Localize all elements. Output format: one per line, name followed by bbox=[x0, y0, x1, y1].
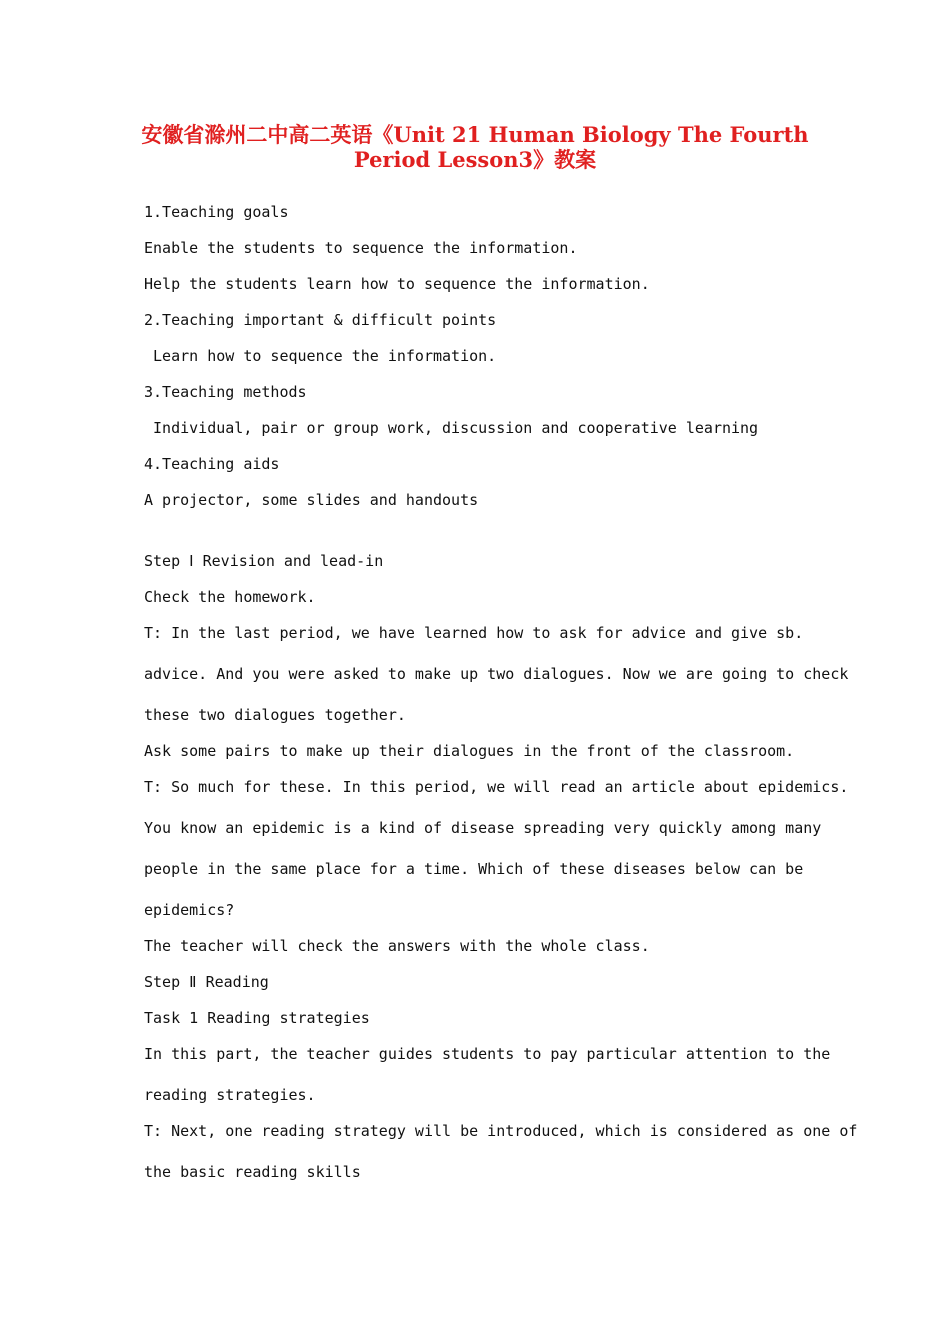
step-1-teacher-epidemics-line-3: people in the same place for a time. Which of these diseases below can be bbox=[144, 860, 804, 878]
important-points-line: Learn how to sequence the information. bbox=[144, 347, 497, 365]
goal-line-2: Help the students learn how to sequence the information. bbox=[144, 275, 650, 293]
title-line-2: Period Lesson3》教案 bbox=[353, 147, 597, 172]
document-title bbox=[110, 122, 840, 172]
heading-teaching-goals: 1.Teaching goals bbox=[144, 203, 289, 221]
task-1-teacher-line-2: the basic reading skills bbox=[144, 1163, 361, 1181]
step-1-heading: Step Ⅰ Revision and lead-in bbox=[144, 552, 384, 570]
step-1-check-answers-line: The teacher will check the answers with the whole class. bbox=[144, 937, 650, 955]
step-1-line-check: Check the homework. bbox=[144, 588, 316, 606]
step-1-pairs-line: Ask some pairs to make up their dialogues in the front of the classroom. bbox=[144, 742, 795, 760]
heading-teaching-aids: 4.Teaching aids bbox=[144, 455, 280, 473]
goal-line-1: Enable the students to sequence the information. bbox=[144, 239, 578, 257]
step-1-teacher-epidemics-line-2: You know an epidemic is a kind of disease spreading very quickly among many bbox=[144, 819, 822, 837]
heading-teaching-methods: 3.Teaching methods bbox=[144, 383, 307, 401]
task-1-line-2: reading strategies. bbox=[144, 1086, 316, 1104]
title-line-1: 安徽省滁州二中高二英语《Unit 21 Human Biology The Fourth bbox=[141, 122, 809, 147]
step-2-heading: Step Ⅱ Reading bbox=[144, 973, 269, 991]
heading-important-points: 2.Teaching important & difficult points bbox=[144, 311, 497, 329]
task-1-teacher-line-1: T: Next, one reading strategy will be introduced, which is considered as one of bbox=[144, 1122, 858, 1140]
teaching-methods-line: Individual, pair or group work, discussion and cooperative learning bbox=[144, 419, 759, 437]
step-1-teacher-line-3: these two dialogues together. bbox=[144, 706, 406, 724]
step-1-teacher-epidemics-line-4: epidemics? bbox=[144, 901, 235, 919]
step-1-teacher-line-1: T: In the last period, we have learned how to ask for advice and give sb. bbox=[144, 624, 804, 642]
step-1-teacher-epidemics-line-1: T: So much for these. In this period, we will read an article about epidemics. bbox=[144, 778, 849, 796]
task-1-line-1: In this part, the teacher guides students to pay particular attention to the bbox=[144, 1045, 831, 1063]
task-1-heading: Task 1 Reading strategies bbox=[144, 1009, 370, 1027]
teaching-aids-line: A projector, some slides and handouts bbox=[144, 491, 479, 509]
step-1-teacher-line-2: advice. And you were asked to make up two dialogues. Now we are going to check bbox=[144, 665, 849, 683]
